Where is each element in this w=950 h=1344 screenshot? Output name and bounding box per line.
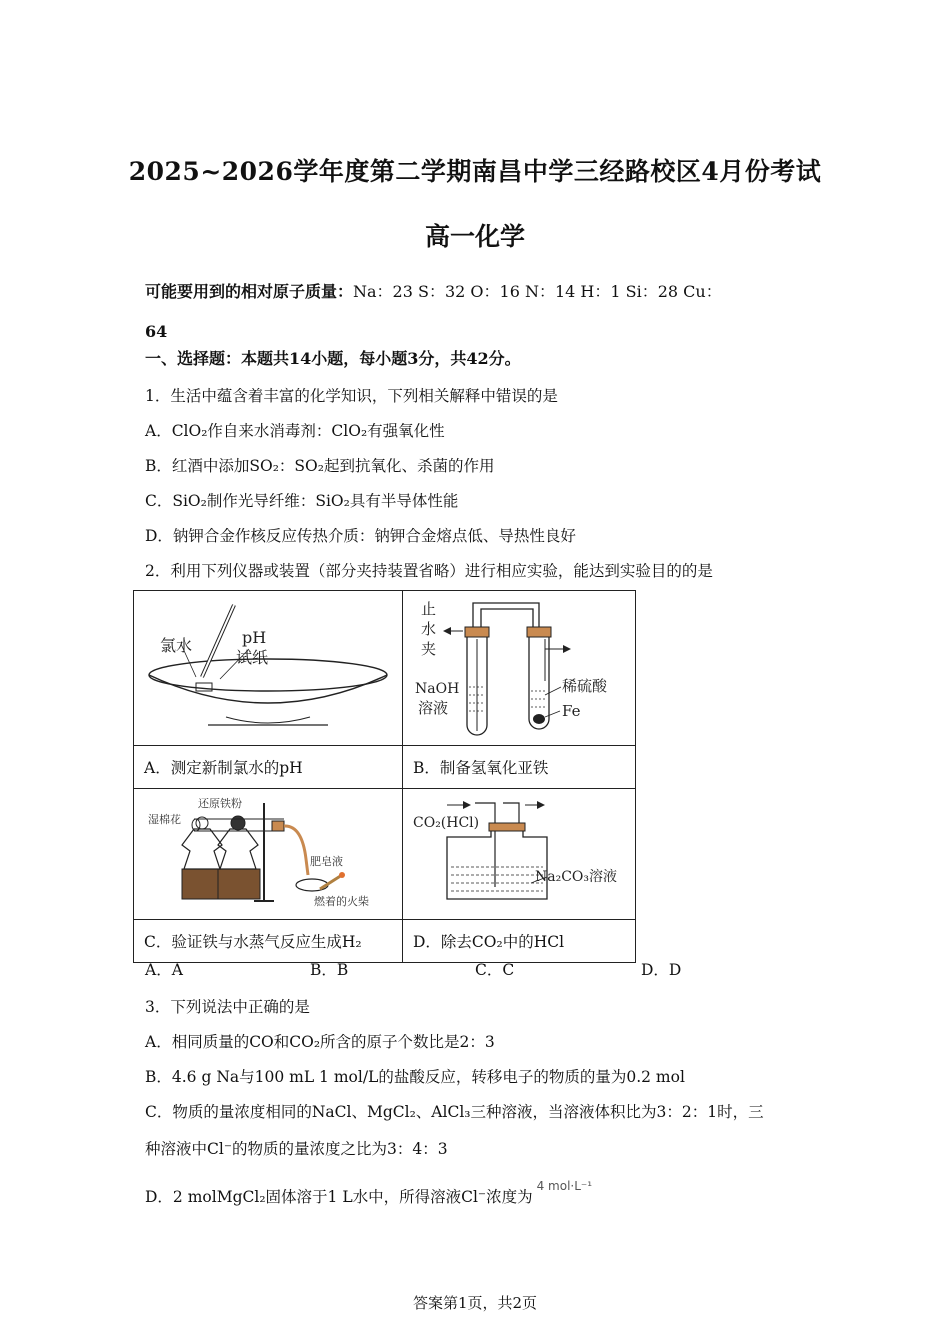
label-naoh: NaOH	[415, 681, 460, 697]
q2-figure-c	[134, 789, 403, 920]
q2-caption-a: A．测定新制氯水的pH	[134, 746, 403, 789]
label-naoh-solution: 溶液	[418, 699, 449, 717]
label-test-paper: 试纸	[236, 648, 269, 667]
q2-figure-d	[403, 789, 636, 920]
q2-caption-b: B．制备氢氧化亚铁	[403, 746, 636, 789]
atomic-masses	[145, 272, 805, 352]
page-footer: 答案第1页，共2页	[412, 1294, 538, 1312]
exam-title: 2025~2026学年度第二学期南昌中学三经路校区4月份考试	[128, 157, 822, 186]
label-co2-hcl: CO₂(HCl)	[413, 815, 480, 831]
ph-test-figure	[134, 591, 402, 741]
q2-choice-d: D．D	[641, 961, 682, 979]
label-ph: pH	[242, 628, 267, 647]
q2-choice-a: A．A	[145, 961, 183, 979]
q3-option-b: B．4.6 g Na与100 mL 1 mol/L的盐酸反应，转移电子的物质的量为0.2 mol	[145, 1068, 685, 1086]
atomic-masses-values: Na：23 S：32 O：16 N：14 H：1 Si：28 Cu：	[353, 282, 722, 301]
iron-steam-figure	[134, 789, 402, 915]
q1-option-d: D．钠钾合金作核反应传热介质：钠钾合金熔点低、导热性良好	[145, 527, 576, 545]
label-sodium-carbonate: Na₂CO₃溶液	[535, 869, 618, 885]
q3-option-d-text: D．2 molMgCl₂固体溶于1 L水中，所得溶液Cl⁻浓度为	[145, 1188, 533, 1206]
label-fe: Fe	[562, 702, 581, 720]
q1-option-a: A．ClO₂作自来水消毒剂：ClO₂有强氧化性	[145, 422, 445, 440]
label-burning-match: 燃着的火柴	[314, 895, 369, 908]
q3-option-c-line2: 种溶液中Cl⁻的物质的量浓度之比为3：4：3	[145, 1140, 448, 1158]
q3-stem: 3．下列说法中正确的是	[145, 998, 310, 1016]
q1-option-c: C．SiO₂制作光导纤维：SiO₂具有半导体性能	[145, 492, 459, 510]
label-clip-2: 水	[421, 620, 437, 638]
q3-option-c-line1: C．物质的量浓度相同的NaCl、MgCl₂、AlCl₃三种溶液，当溶液体积比为3：2：1时，三	[145, 1103, 764, 1121]
label-clip-1: 止	[421, 600, 437, 618]
q2-choice-b: B．B	[310, 961, 349, 979]
q3-option-d	[145, 1179, 593, 1207]
label-reduced-iron: 还原铁粉	[198, 797, 242, 810]
label-wet-cotton: 湿棉花	[148, 813, 181, 826]
ferrous-hydroxide-figure	[403, 591, 635, 741]
gas-washing-figure	[403, 789, 635, 915]
q2-caption-c: C．验证铁与水蒸气反应生成H₂	[134, 920, 403, 963]
atomic-masses-cu: 64	[145, 322, 168, 341]
q2-figure-b	[403, 591, 636, 746]
label-chlorine-water: 氯水	[160, 636, 193, 655]
atomic-masses-label: 可能要用到的相对原子质量：	[145, 282, 354, 301]
subject-title: 高一化学	[424, 222, 525, 251]
q1-option-b: B．红酒中添加SO₂：SO₂起到抗氧化、杀菌的作用	[145, 457, 495, 475]
q2-apparatus-table	[133, 590, 636, 963]
q2-figure-a	[134, 591, 403, 746]
q3-option-a: A．相同质量的CO和CO₂所含的原子个数比是2：3	[145, 1033, 495, 1051]
section-heading: 一、选择题：本题共14小题，每小题3分，共42分。	[145, 349, 521, 368]
q2-stem: 2．利用下列仪器或装置（部分夹持装置省略）进行相应实验，能达到实验目的的是	[145, 562, 713, 580]
q2-caption-d: D．除去CO₂中的HCl	[403, 920, 636, 963]
q3-option-d-value: 4 mol·L⁻¹	[536, 1179, 593, 1193]
label-soap-solution: 肥皂液	[310, 855, 343, 868]
label-clip-3: 夹	[421, 640, 437, 658]
q2-choice-c: C．C	[475, 961, 515, 979]
label-dilute-sulfuric-acid: 稀硫酸	[562, 677, 608, 695]
q1-stem: 1．生活中蕴含着丰富的化学知识，下列相关解释中错误的是	[145, 387, 558, 405]
